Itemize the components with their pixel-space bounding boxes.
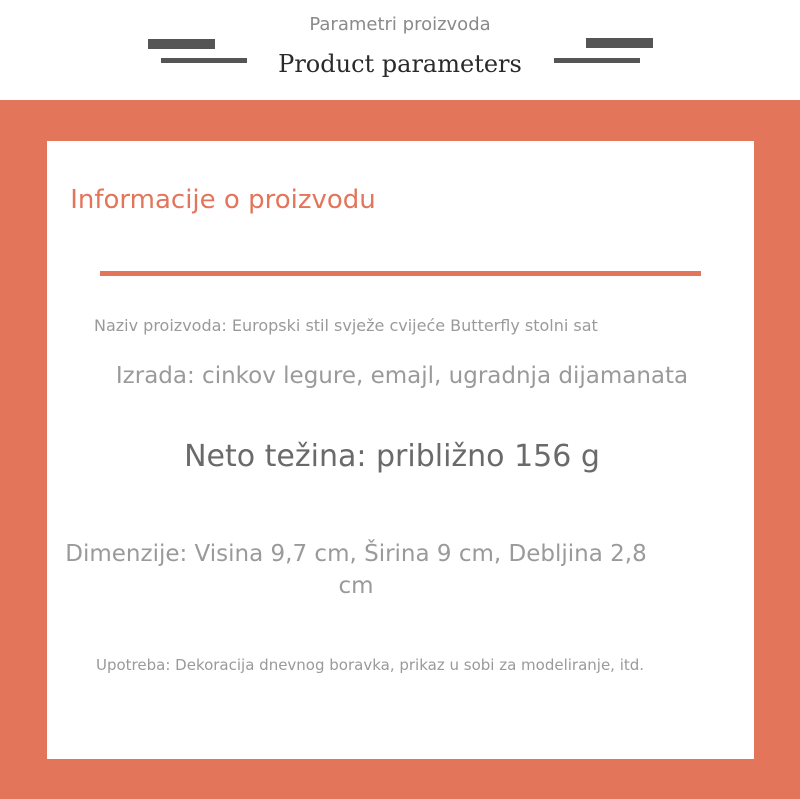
section-divider	[100, 271, 701, 276]
section-title: Informacije o proizvodu	[70, 185, 376, 215]
header-decoration-right-top	[586, 38, 653, 48]
product-name-line: Naziv proizvoda: Europski stil svježe cvijeće Butterfly stolni sat	[94, 316, 598, 335]
usage-line: Upotreba: Dekoracija dnevnog boravka, prikaz u sobi za modeliranje, itd.	[96, 656, 645, 674]
dimensions-line: Dimenzije: Visina 9,7 cm, Širina 9 cm, Debljina 2,8 cm	[65, 541, 647, 599]
header-title: Product parameters	[278, 50, 522, 78]
page-header	[0, 0, 800, 100]
material-line: Izrada: cinkov legure, emajl, ugradnja dijamanata	[115, 363, 689, 389]
header-subtitle: Parametri proizvoda	[309, 14, 491, 35]
header-decoration-left-top	[148, 39, 215, 49]
weight-line: Neto težina: približno 156 g	[184, 439, 600, 474]
